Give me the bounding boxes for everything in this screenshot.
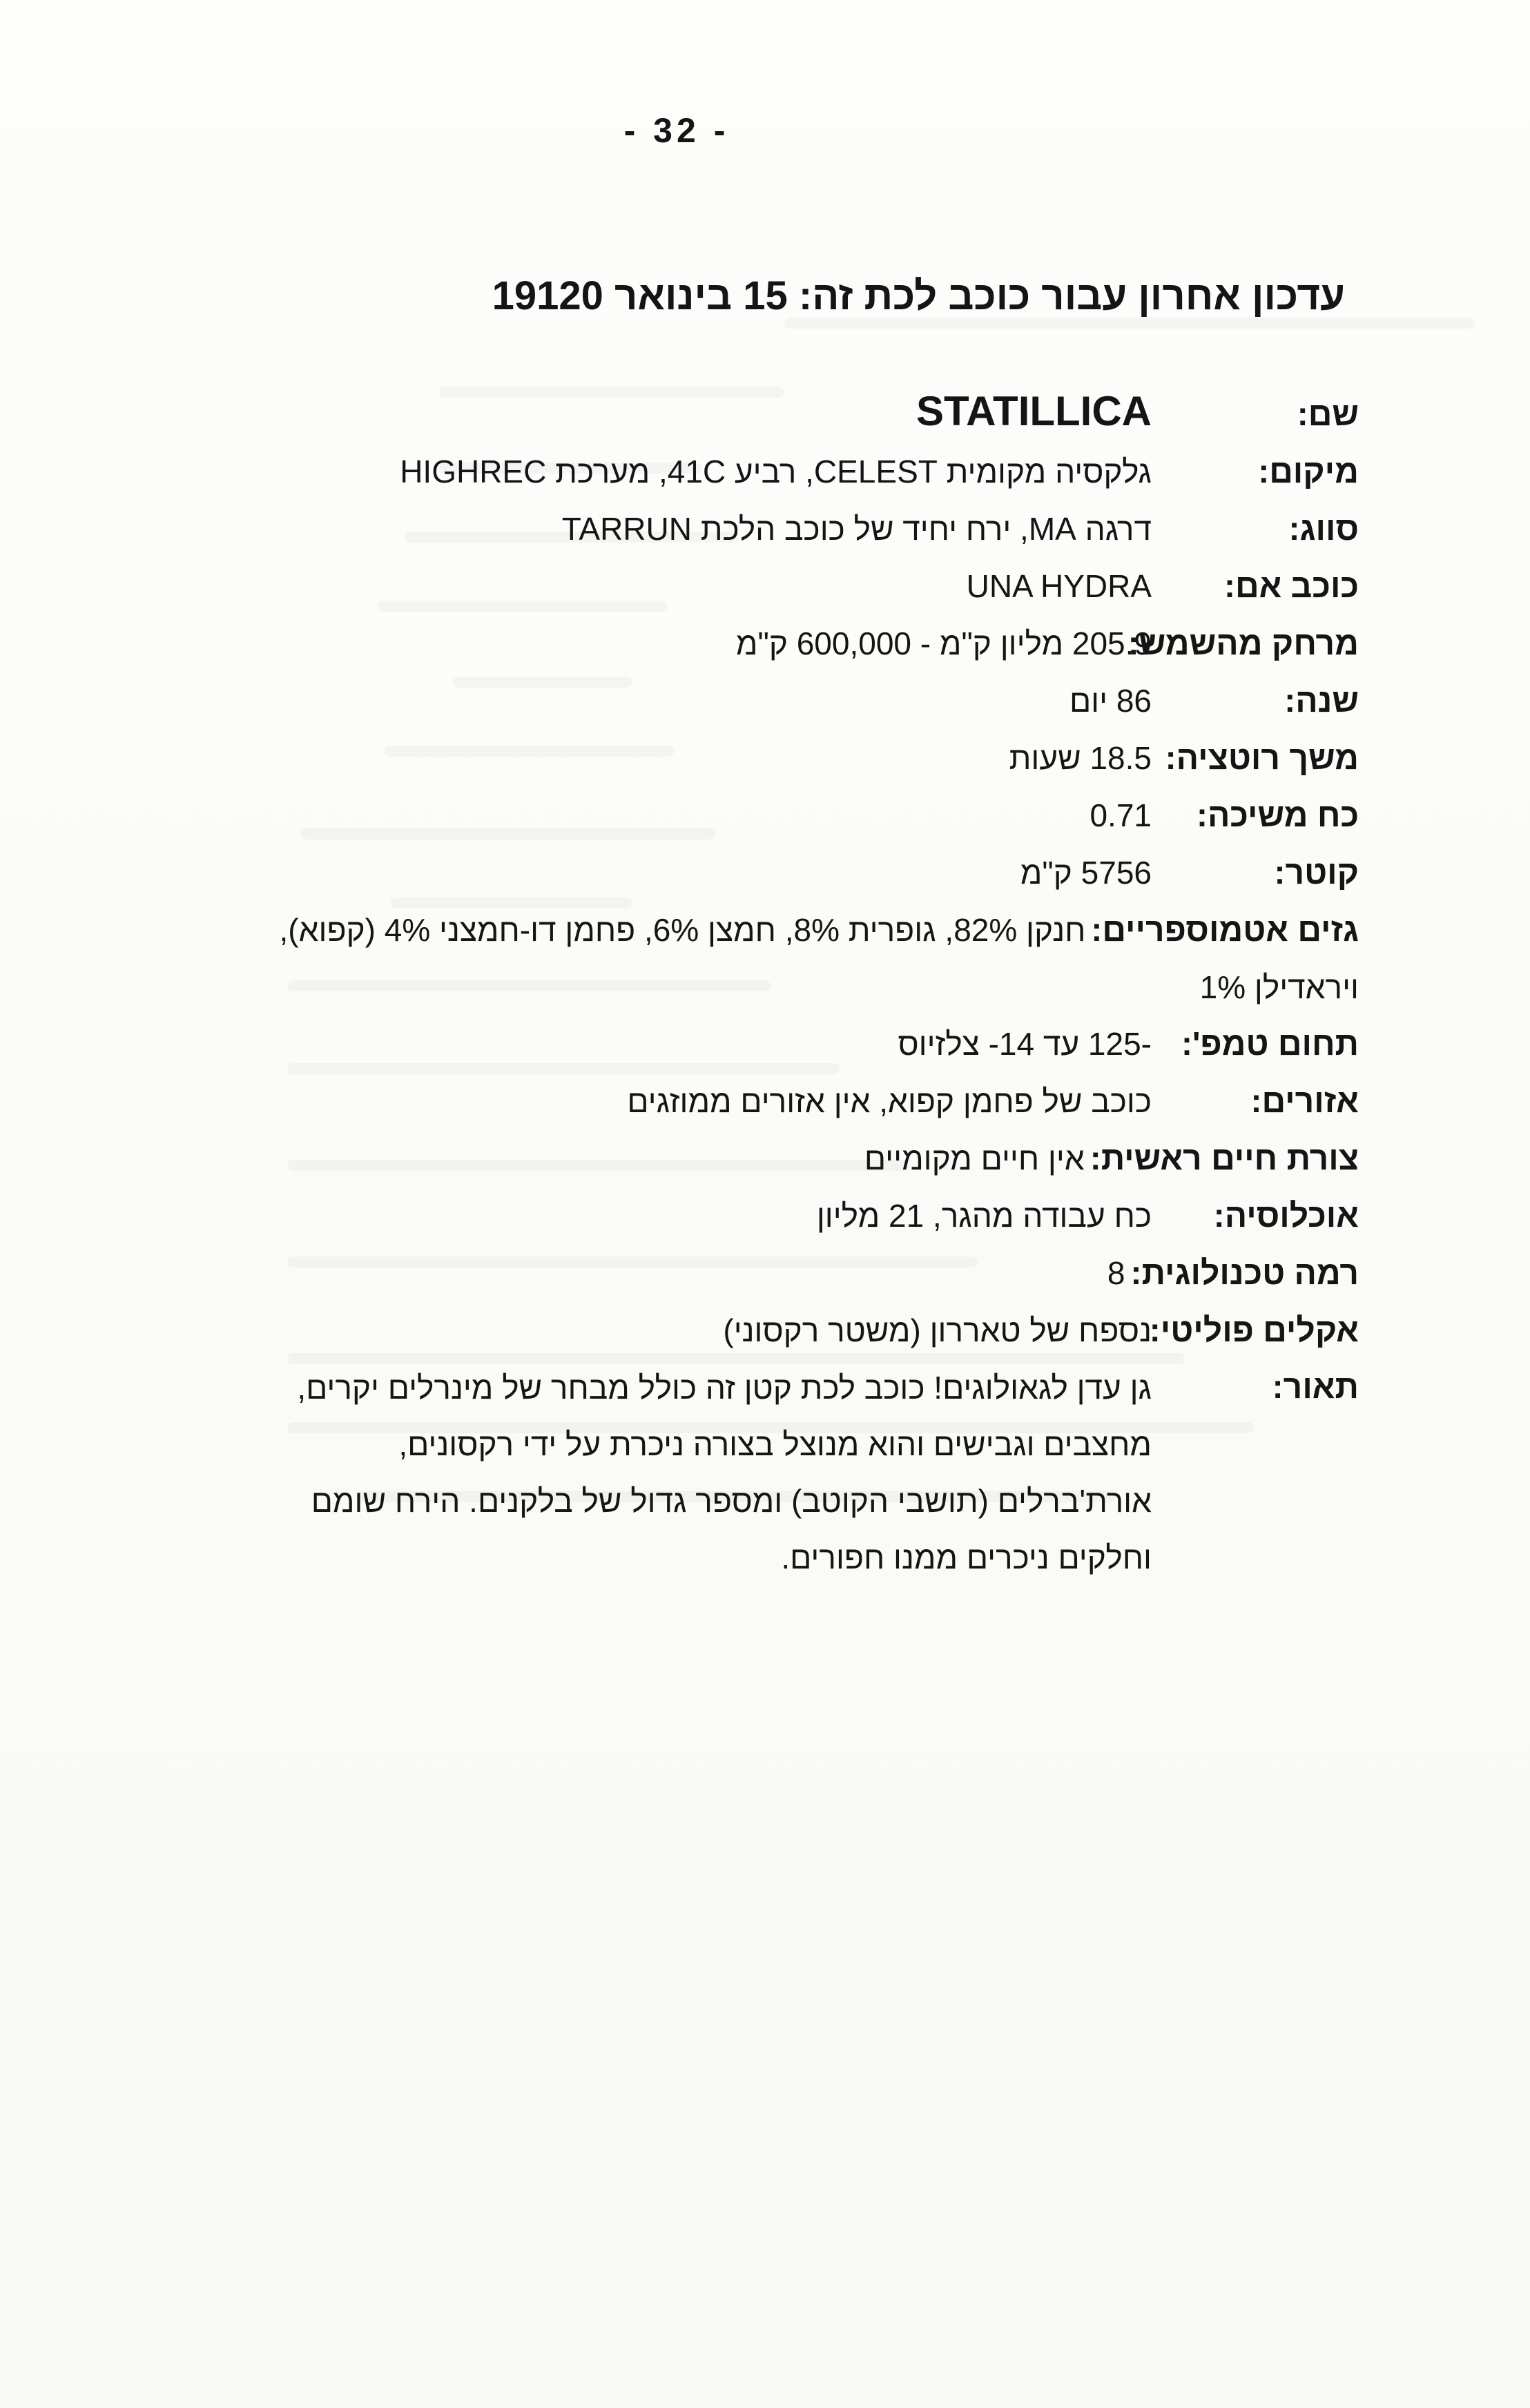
field-value: 0.71 bbox=[1090, 797, 1152, 833]
field-row-location bbox=[0, 443, 1359, 501]
field-value: UNA HYDRA bbox=[966, 568, 1152, 604]
field-label: אוכלוסיה: bbox=[1213, 1198, 1359, 1234]
field-value: STATILLICA bbox=[916, 388, 1152, 434]
description-line: מחצבים וגבישים והוא מנוצל בצורה ניכרת על ידי רקסונים, bbox=[398, 1426, 1152, 1462]
field-value: -125 עד 14- צלזיוס bbox=[898, 1026, 1152, 1062]
field-row-tech-level bbox=[0, 1245, 1359, 1302]
field-label: קוטר: bbox=[1274, 855, 1359, 891]
field-label: משך רוטציה: bbox=[1165, 740, 1359, 777]
description-text bbox=[297, 1359, 1152, 1586]
field-label: כח משיכה: bbox=[1196, 797, 1359, 834]
field-row-description bbox=[0, 1359, 1359, 1586]
field-row-political-climate bbox=[0, 1302, 1359, 1359]
field-value: דרגה MA, ירח יחיד של כוכב הלכת TARRUN bbox=[561, 511, 1152, 547]
field-label: שם: bbox=[1297, 396, 1359, 433]
field-label: אקלים פוליטי: bbox=[1149, 1312, 1359, 1349]
field-row-regions bbox=[0, 1073, 1359, 1130]
field-row-classification bbox=[0, 501, 1359, 558]
field-row-population bbox=[0, 1187, 1359, 1245]
planet-fields bbox=[0, 383, 1359, 1586]
field-value: אין חיים מקומיים bbox=[864, 1140, 1085, 1176]
field-value: 205.9 מליון ק"מ - 600,000 ק"מ bbox=[735, 625, 1152, 661]
field-label: אזורים: bbox=[1250, 1083, 1359, 1120]
field-row-gravity bbox=[0, 787, 1359, 844]
field-row-rotation bbox=[0, 730, 1359, 787]
field-label: תחום טמפ': bbox=[1181, 1026, 1359, 1062]
description-line: גן עדן לגאולוגים! כוכב לכת קטן זה כולל מבחר של מינרלים יקרים, bbox=[297, 1370, 1152, 1406]
page-number: - 32 - bbox=[623, 111, 730, 150]
field-row-atmosphere bbox=[0, 902, 1359, 959]
field-value: 8 bbox=[1107, 1255, 1125, 1291]
field-value: גלקסיה מקומית CELEST, רביע 41C, מערכת HIGHREC bbox=[400, 454, 1152, 489]
field-value: 86 יום bbox=[1069, 683, 1152, 719]
field-label: תאור: bbox=[1272, 1369, 1359, 1406]
field-row-temperature bbox=[0, 1016, 1359, 1073]
field-row-name bbox=[0, 383, 1359, 443]
field-value: 5756 ק"מ bbox=[1020, 855, 1152, 891]
field-value-continuation: ויראדילן 1% bbox=[1199, 969, 1359, 1005]
description-line: אורת'ברלים (תושבי הקוטב) ומספר גדול של בלקנים. הירח שומם bbox=[311, 1483, 1152, 1519]
field-value: כוכב של פחמן קפוא, אין אזורים ממוזגים bbox=[627, 1083, 1152, 1119]
field-value: חנקן 82%, גופרית 8%, חמצן 6%, פחמן דו-חמצני 4% (קפוא), bbox=[279, 912, 1086, 948]
field-label: מיקום: bbox=[1258, 454, 1359, 490]
field-row-life-form bbox=[0, 1130, 1359, 1187]
field-value: נספח של טאררון (משטר רקסוני) bbox=[723, 1312, 1152, 1348]
description-line: וחלקים ניכרים ממנו חפורים. bbox=[781, 1540, 1152, 1575]
field-label: מרחק מהשמש: bbox=[1127, 625, 1359, 662]
field-row-year bbox=[0, 672, 1359, 730]
field-label: צורת חיים ראשית: bbox=[1090, 1140, 1359, 1177]
field-label: סווג: bbox=[1288, 511, 1359, 547]
field-row-parent-star bbox=[0, 558, 1359, 615]
field-row-diameter bbox=[0, 844, 1359, 902]
field-row-distance bbox=[0, 615, 1359, 672]
field-label: גזים אטמוספריים: bbox=[1091, 912, 1359, 949]
field-value: כח עבודה מהגר, 21 מליון bbox=[816, 1198, 1152, 1234]
field-label: כוכב אם: bbox=[1224, 568, 1359, 605]
page-heading: עדכון אחרון עבור כוכב לכת זה: 15 בינואר 19120 bbox=[492, 273, 1345, 318]
field-label: שנה: bbox=[1284, 683, 1359, 719]
field-label: רמה טכנולוגית: bbox=[1130, 1255, 1359, 1292]
field-value: 18.5 שעות bbox=[1009, 740, 1152, 776]
